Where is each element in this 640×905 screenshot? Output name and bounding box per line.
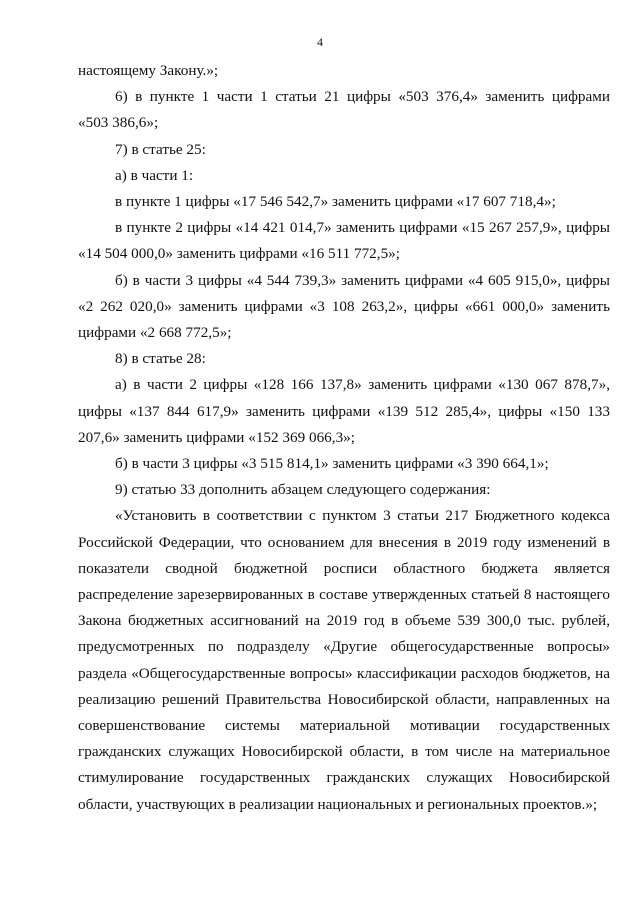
paragraph: настоящему Закону.»; [78,62,219,79]
paragraph: 7) в статье 25: [115,140,206,158]
paragraph: 6) в пункте 1 части 1 статьи 21 цифры «503 376,4» заменить цифрами [115,88,610,106]
paragraph: а) в части 1: [115,166,194,184]
paragraph: «Установить в соответствии с пунктом 3 статьи 217 Бюджетного кодекса Российской Федерации, что основанием для внесения в 2019 году изменений в показатели сводной бюджетной росписи областного бюджета является распределение зарезервированных в составе утвержденных статьей 8 настоящего Закона бюджетных ассигнований на 2019 год в объеме 539 300,0 тыс. рублей, предусмотренных по подразделу «Другие общегосударственные вопросы» раздела «Общегосударственные вопросы» классификации расходов бюджетов, на реализацию решений Правительства Новосибирской области, направленных на совершенствование системы материальной мотивации государственных гражданских служащих Новосибирской области, в том числе на материальное стимулирование государственных гражданских служащих Новосибирской области, участвующих в реализации национальных и региональных проектов.»; [78,507,610,813]
document-body [78,58,610,818]
paragraph: б) в части 3 цифры «4 544 739,3» заменить цифрами «4 605 915,0», цифры «2 262 020,0» заменить цифрами «3 108 263,2», цифры «661 000,0» заменить цифрами «2 668 772,5»; [78,271,610,342]
paragraph: 8) в статье 28: [115,350,206,368]
page-number: 4 [317,35,323,49]
paragraph: в пункте 2 цифры «14 421 014,7» заменить цифрами «15 267 257,9», цифры «14 504 000,0» заменить цифрами «16 511 772,5»; [78,219,610,263]
paragraph: в пункте 1 цифры «17 546 542,7» заменить цифрами «17 607 718,4»; [115,193,556,211]
paragraph: 9) статью 33 дополнить абзацем следующего содержания: [115,481,491,499]
paragraph: «503 386,6»; [78,114,159,132]
paragraph: а) в части 2 цифры «128 166 137,8» заменить цифрами «130 067 878,7», цифры «137 844 617,9» заменить цифрами «139 512 285,4», цифры «150 133 207,6» заменить цифрами «152 369 066,3»; [78,376,610,446]
paragraph: б) в части 3 цифры «3 515 814,1» заменить цифрами «3 390 664,1»; [115,455,549,473]
